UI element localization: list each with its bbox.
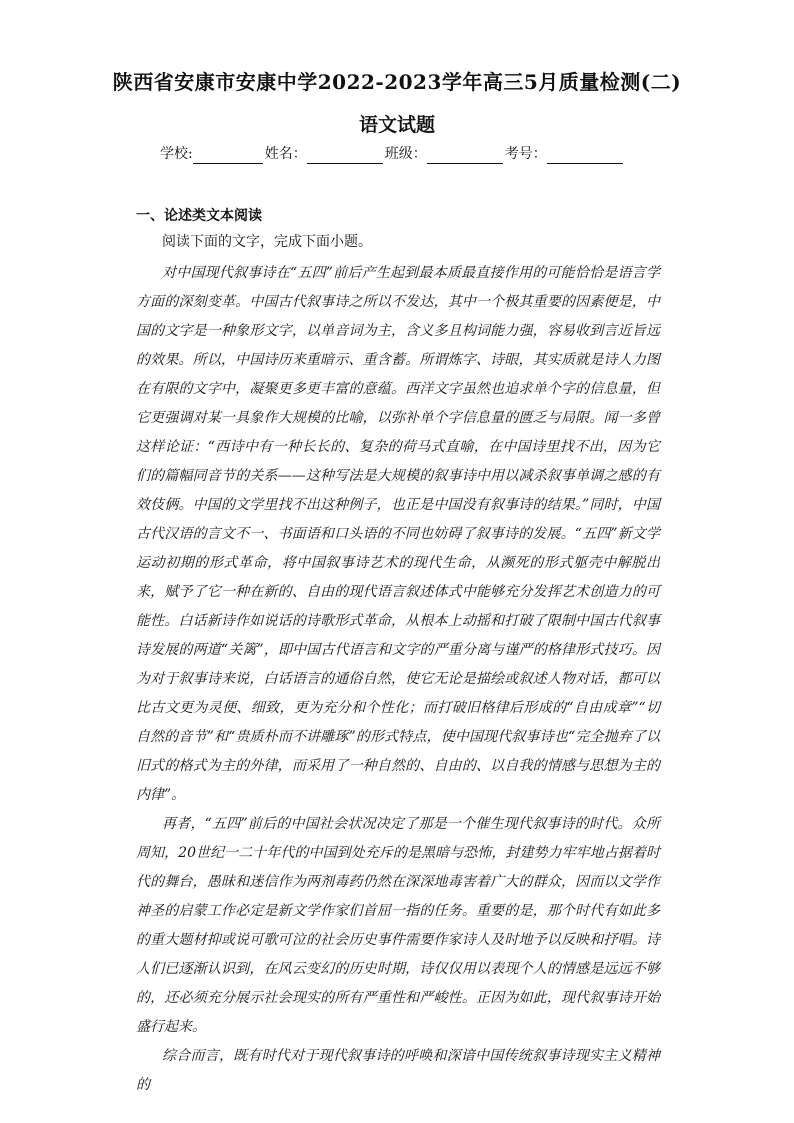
name-field: [265, 144, 385, 164]
document-subtitle: 语文试题: [358, 114, 435, 136]
reading-passage: [136, 259, 660, 1100]
document-title: 陕西省安康市安康中学2022-2023学年高三5月质量检测(二): [112, 70, 682, 94]
number-label: 考号：: [504, 146, 547, 162]
number-blank[interactable]: [547, 147, 623, 164]
school-label: 学校:: [160, 146, 193, 162]
passage-paragraph-2: 再者，“五四”前后的中国社会状况决定了那是一个催生现代叙事诗的时代。众所周知，20世纪一二十年代的中国到处充斥的是黑暗与恐怖，封建势力牢牢地占据着时代的舞台，愚昧和迷信作为两剂毒药仍然在深深地毒害着广大的群众，因而以文学作神圣的启蒙工作必定是新文学作家们首屈一指的任务。重要的是，那个时代有如此多的重大题材抑或说可歌可泣的社会历史事件需要作家诗人及时地予以反映和抒唱。诗人们已逐渐认识到，在风云变幻的历史时期，诗仅仅用以表现个人的情感是远远不够的，还必须充分展示社会现实的所有严重性和严峻性。正因为如此，现代叙事诗开始盛行起来。: [136, 816, 660, 1035]
class-field: [385, 144, 505, 164]
school-field: [160, 144, 265, 164]
student-info-row: [160, 144, 660, 164]
number-field: [505, 144, 625, 164]
name-label: 姓名：: [264, 146, 307, 162]
school-blank[interactable]: [193, 147, 263, 164]
section-heading: 一、论述类文本阅读: [136, 208, 262, 224]
passage-paragraph-3: 综合而言，既有时代对于现代叙事诗的呼唤和深谙中国传统叙事诗现实主义精神的: [136, 1048, 660, 1093]
class-label: 班级：: [384, 146, 427, 162]
class-blank[interactable]: [427, 147, 503, 164]
name-blank[interactable]: [307, 147, 383, 164]
reading-instruction: 阅读下面的文字，完成下面小题。: [162, 234, 372, 250]
passage-paragraph-1: 对中国现代叙事诗在“五四”前后产生起到最本质最直接作用的可能恰恰是语言学方面的深刻变革。中国古代叙事诗之所以不发达，其中一个极其重要的因素便是，中国的文字是一种象形文字，以单音词为主，含义多且构词能力强，容易收到言近旨远的效果。所以，中国诗历来重暗示、重含蓄。所谓炼字、诗眼，其实质就是诗人力图在有限的文字中，凝聚更多更丰富的意蕴。西洋文字虽然也追求单个字的信息量，但它更强调对某一具象作大规模的比喻，以弥补单个字信息量的匮乏与局限。闻一多曾这样论证：“西诗中有一种长长的、复杂的荷马式直喻，在中国诗里找不出，因为它们的篇幅同音节的关系——这种写法是大规模的叙事诗中用以减杀叙事单调之感的有效伎俩。中国的文学里找不出这种例子，也正是中国没有叙事诗的结果。”同时，中国古代汉语的言文不一、书面语和口头语的不同也妨碍了叙事诗的发展。“五四”新文学运动初期的形式革命，将中国叙事诗艺术的现代生命，从濒死的形式躯壳中解脱出来，赋予了它一种在新的、自由的现代语言叙述体式中能够充分发挥艺术创造力的可能性。白话新诗作如说话的诗歌形式革命，从根本上动摇和打破了限制中国古代叙事诗发展的两道“关篱”，即中国古代语言和文字的严重分离与谨严的格律形式技巧。因为对于叙事诗来说，白话语言的通俗自然，使它无论是描绘或叙述人物对话，都可以比古文更为灵便、细致，更为充分和个性化；而打破旧格律后形成的“自由成章”“切自然的音节”和“贵质朴而不讲雕琢”的形式特点，使中国现代叙事诗也“完全抛弃了以旧式的格式为主的外律，而采用了一种自然的、自由的、以自我的情感与思想为主的内律”。: [136, 265, 660, 803]
